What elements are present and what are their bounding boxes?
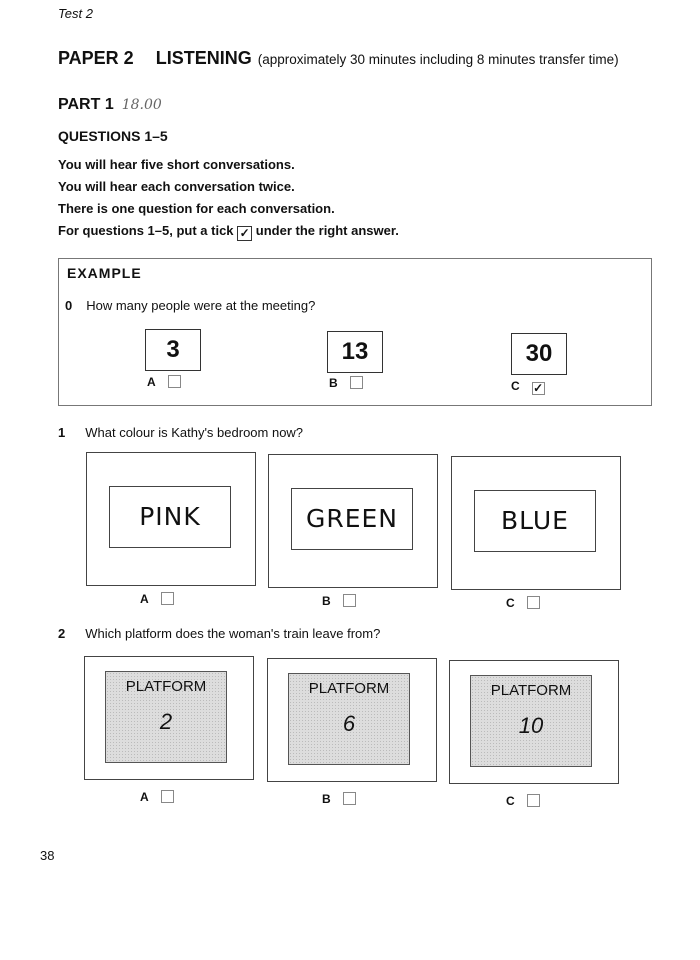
- option-letter: C: [506, 794, 515, 808]
- option-b-picture: [267, 658, 437, 782]
- paper-number: PAPER 2: [58, 48, 134, 68]
- instruction-text: For questions 1–5, put a tick: [58, 223, 234, 238]
- option-letter: C: [506, 596, 515, 610]
- platform-number: 10: [518, 713, 544, 738]
- question-text: What colour is Kathy's bedroom now?: [85, 425, 304, 440]
- question-1: [58, 424, 303, 442]
- option-letter: B: [329, 376, 338, 390]
- option-b-picture: [268, 454, 438, 588]
- option-a: [147, 375, 181, 389]
- questions-heading: QUESTIONS 1–5: [58, 128, 168, 144]
- platform-sign: [288, 673, 410, 765]
- colour-label: BLUE: [474, 490, 596, 552]
- platform-sign: [105, 671, 227, 763]
- part-label: PART 1: [58, 96, 114, 113]
- option-a: [140, 592, 174, 606]
- checkbox-c[interactable]: [527, 794, 540, 807]
- paper-section: LISTENING: [155, 48, 252, 68]
- option-letter: B: [322, 792, 331, 806]
- option-letter: B: [322, 594, 331, 608]
- example-box: [58, 258, 652, 406]
- option-c-picture: [449, 660, 619, 784]
- instruction-line: There is one question for each conversation.: [58, 201, 335, 216]
- colour-label: PINK: [109, 486, 231, 548]
- option-letter: A: [140, 592, 149, 606]
- colour-label: GREEN: [291, 488, 413, 550]
- option-b-picture: 13: [327, 331, 383, 373]
- platform-label: PLATFORM: [308, 680, 390, 697]
- platform-label: PLATFORM: [125, 678, 207, 695]
- example-label: EXAMPLE: [67, 265, 142, 281]
- checkbox-b[interactable]: [350, 376, 363, 389]
- instruction-line: You will hear each conversation twice.: [58, 179, 295, 194]
- question-number: 2: [58, 626, 66, 641]
- option-a-picture: [84, 656, 254, 780]
- option-c: [506, 596, 540, 610]
- checkbox-a[interactable]: [161, 592, 174, 605]
- checkbox-b[interactable]: [343, 594, 356, 607]
- running-head: Test 2: [58, 6, 93, 21]
- instruction-line: [58, 223, 399, 241]
- option-a-picture: 3: [145, 329, 201, 371]
- platform-sign: [470, 675, 592, 767]
- question-text: How many people were at the meeting?: [86, 298, 316, 313]
- option-c: [506, 794, 540, 808]
- option-letter: A: [147, 375, 156, 389]
- part-heading: [58, 96, 162, 114]
- option-a: [140, 790, 174, 804]
- option-b: [329, 376, 363, 390]
- paper-title: [58, 48, 619, 69]
- option-c: [511, 379, 545, 395]
- handwritten-note: 18.00: [121, 97, 162, 113]
- checkbox-b[interactable]: [343, 792, 356, 805]
- question-2: [58, 625, 380, 643]
- instruction-text: under the right answer.: [255, 223, 399, 238]
- question-number: 0: [65, 298, 73, 313]
- option-letter: C: [511, 379, 520, 393]
- checkbox-a[interactable]: [161, 790, 174, 803]
- option-b: [322, 594, 356, 608]
- option-b: [322, 792, 356, 806]
- question-text: Which platform does the woman's train leave from?: [85, 626, 381, 641]
- checkbox-c-ticked[interactable]: ✓: [533, 381, 544, 395]
- example-question: [65, 297, 315, 315]
- instruction-line: You will hear five short conversations.: [58, 157, 295, 172]
- platform-number: 6: [342, 711, 356, 736]
- checkbox-a[interactable]: [168, 375, 181, 388]
- option-a-picture: [86, 452, 256, 586]
- tick-icon: ✓: [237, 226, 252, 241]
- paper-subtitle: (approximately 30 minutes including 8 minutes transfer time): [257, 52, 619, 67]
- page-number: 38: [40, 848, 55, 863]
- platform-number: 2: [159, 709, 173, 734]
- option-c-picture: 30: [511, 333, 567, 375]
- option-letter: A: [140, 790, 149, 804]
- option-c-picture: [451, 456, 621, 590]
- question-number: 1: [58, 425, 66, 440]
- checkbox-c[interactable]: [527, 596, 540, 609]
- platform-label: PLATFORM: [490, 682, 572, 699]
